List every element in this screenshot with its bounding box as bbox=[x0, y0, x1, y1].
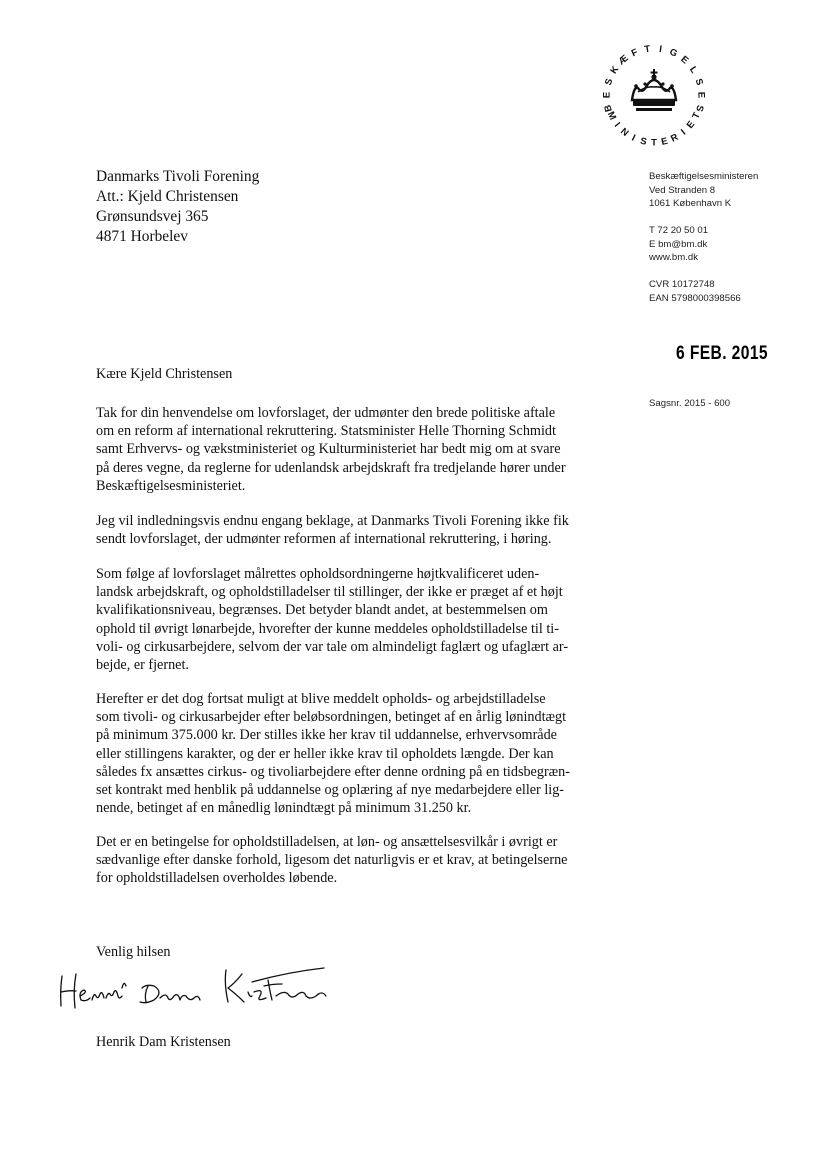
paragraph-line: voli- og cirkusarbejdere, selvom der var tale om almindeligt faglært og ufaglært ar- bbox=[96, 638, 569, 655]
paragraph-line: samt Erhvervs- og vækstministeriet og Kulturministeriet har bedt mig om at svare bbox=[96, 441, 561, 458]
paragraph-line: sendt lovforslaget, der udmønter reformen af international rekruttering, i høring. bbox=[96, 531, 552, 548]
handwritten-signature bbox=[56, 962, 336, 1012]
sender-name: Beskæftigelsesministeren bbox=[649, 171, 759, 182]
closing: Venlig hilsen bbox=[96, 944, 171, 960]
paragraph-line: kvalifikationsniveau, begrænses. Det betyder blandt andet, at bestemmelsen om bbox=[96, 602, 548, 619]
date-stamp: 6 FEB. 2015 bbox=[676, 343, 768, 364]
paragraph-line: eller stillingens karakter, og der er heller ikke krav til opholdets længde. Der kan bbox=[96, 745, 554, 762]
seal-ring-letter: Æ bbox=[616, 52, 631, 68]
seal-ring-letter: R bbox=[669, 131, 681, 145]
crown-icon bbox=[632, 69, 676, 111]
sender-ean: EAN 5798000398566 bbox=[649, 292, 741, 304]
paragraph-line: Beskæftigelsesministeriet. bbox=[96, 477, 246, 494]
case-number: Sagsnr. 2015 - 600 bbox=[649, 398, 731, 409]
paragraph-line: bejde, er fjernet. bbox=[96, 657, 189, 674]
paragraph-line: på minimum 375.000 kr. Der stilles ikke her krav til uddannelse, erhvervsområde bbox=[96, 727, 557, 744]
seal-ring-letter: E bbox=[684, 119, 698, 131]
seal-ring-letter: S bbox=[693, 103, 706, 113]
recipient-line: 4871 Horbelev bbox=[96, 228, 188, 245]
seal-ring-letter: S bbox=[602, 77, 616, 87]
seal-ring-letter: E bbox=[695, 91, 707, 99]
paragraph-line: Jeg vil indledningsvis endnu engang beklage, at Danmarks Tivoli Forening ikke fik bbox=[96, 513, 569, 529]
seal-ring-letter: I bbox=[629, 132, 637, 144]
seal-ring-letter: F bbox=[629, 46, 640, 60]
paragraph-line: sædvanlige efter danske forhold, ligesom det naturligvis er et krav, at betingelserne bbox=[96, 852, 568, 869]
paragraph-line: på deres vegne, da reglerne for udenlandsk arbejdskraft fra tredjelande hører under bbox=[96, 459, 566, 476]
seal-ring-letter: I bbox=[679, 127, 689, 138]
seal-ring-letter: T bbox=[651, 137, 657, 149]
seal-ring-letter: E bbox=[678, 53, 691, 67]
paragraph-line: Som følge af lovforslaget målrettes opholdsordningerne højtkvalificeret uden- bbox=[96, 566, 540, 582]
paragraph-line: således fx ansættes cirkus- og tivoliarbejdere efter denne ordning på en tidsbegræn- bbox=[96, 763, 570, 780]
paragraph bbox=[96, 404, 636, 495]
seal-ring-letter: I bbox=[611, 120, 623, 130]
seal-ring-text bbox=[601, 44, 706, 149]
paragraph-line: Herefter er det dog fortsat muligt at blive meddelt opholds- og arbejdstilladelse bbox=[96, 691, 546, 707]
sender-phone: T 72 20 50 01 bbox=[649, 225, 709, 236]
paragraph-line: landsk arbejdskraft, og opholdstilladelser til stillinger, der ikke er præget af et højt bbox=[96, 584, 563, 601]
seal-ring-letter: L bbox=[687, 64, 700, 76]
sender-web: www.bm.dk bbox=[649, 252, 699, 263]
ministry-seal-logo bbox=[598, 40, 710, 152]
sender-street: Ved Stranden 8 bbox=[649, 184, 716, 196]
seal-ring-letter: S bbox=[639, 135, 648, 148]
seal-ring-letter: N bbox=[618, 126, 631, 139]
sender-block bbox=[649, 170, 758, 305]
seal-ring-letter: K bbox=[608, 64, 622, 76]
seal-ring-letter: B bbox=[602, 103, 615, 113]
recipient-line: Danmarks Tivoli Forening bbox=[96, 168, 260, 185]
paragraph-line: nende, betinget af en månedlig lønindtægt på minimum 31.250 kr. bbox=[96, 800, 472, 817]
recipient-address bbox=[96, 167, 259, 247]
recipient-line: Att.: Kjeld Christensen bbox=[96, 188, 239, 205]
seal-ring-letter: T bbox=[643, 43, 652, 56]
seal-ring-letter: T bbox=[690, 110, 703, 121]
seal-ring-letter: M bbox=[604, 109, 619, 122]
paragraph bbox=[96, 690, 636, 817]
seal-ring-letter: I bbox=[658, 43, 663, 56]
seal-ring-letter: E bbox=[660, 135, 669, 148]
paragraph bbox=[96, 512, 636, 548]
paragraph-line: Tak for din henvendelse om lovforslaget, der udmønter den brede politiske aftale bbox=[96, 405, 556, 421]
paragraph-line: ophold til øvrigt lønarbejde, hvorefter der kunne meddeles opholdstilladelse til ti- bbox=[96, 620, 559, 637]
paragraph-line: Det er en betingelse for opholdstilladelsen, at løn- og ansættelsesvilkår i øvrigt er bbox=[96, 834, 558, 850]
sender-cvr: CVR 10172748 bbox=[649, 279, 715, 290]
sender-email: E bm@bm.dk bbox=[649, 238, 708, 250]
paragraph-line: for opholdstilladelsen overholdes løbende. bbox=[96, 870, 338, 887]
seal-ring-letter: G bbox=[667, 46, 679, 60]
paragraph-line: om en reform af international rekruttering. Statsminister Helle Thorning Schmidt bbox=[96, 423, 556, 440]
sender-city: 1061 København K bbox=[649, 198, 732, 209]
seal-ring-letter: E bbox=[601, 91, 613, 99]
paragraph-line: som tivoli- og cirkusarbejder efter beløbsordningen, betinget af en årlig lønindtægt bbox=[96, 709, 567, 726]
paragraph-line: set kontrakt med henblik på uddannelse og oplæring af nye medarbejdere eller lig- bbox=[96, 782, 565, 799]
greeting: Kære Kjeld Christensen bbox=[96, 366, 233, 382]
seal-ring-letter: S bbox=[692, 77, 706, 87]
paragraph bbox=[96, 833, 636, 888]
signer-name: Henrik Dam Kristensen bbox=[96, 1034, 231, 1050]
recipient-line: Grønsundsvej 365 bbox=[96, 208, 209, 225]
paragraph bbox=[96, 565, 636, 674]
